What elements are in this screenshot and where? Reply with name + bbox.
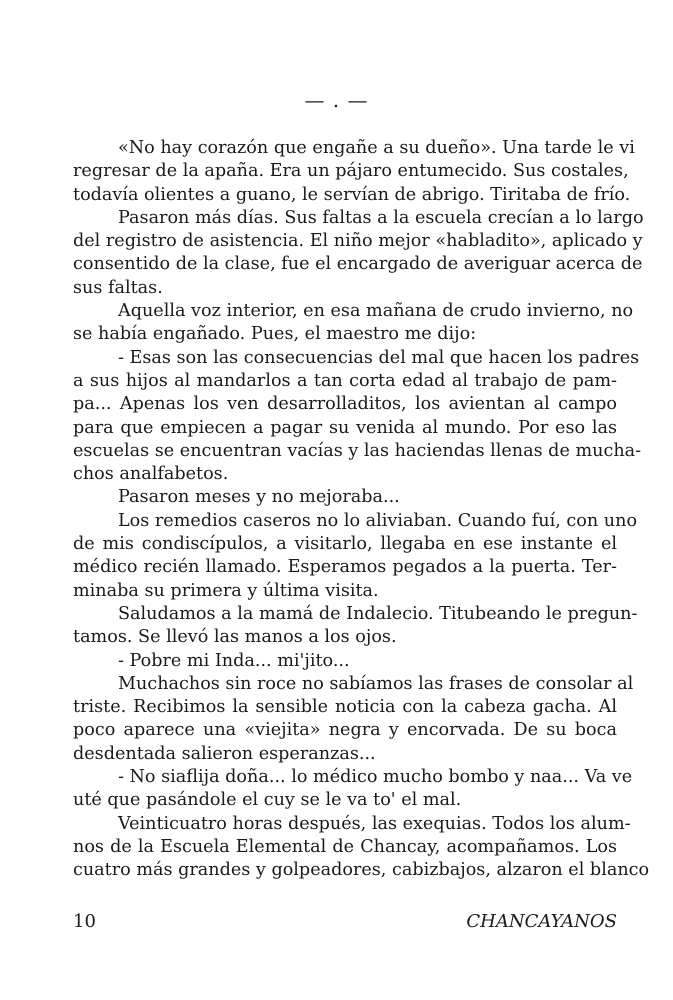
text-line: Los remedios caseros no lo aliviaban. Cuando fuí, con uno — [118, 510, 638, 531]
text-line: chos analfabetos. — [73, 464, 229, 485]
section-separator: — . — — [304, 88, 369, 112]
text-line: a sus hijos al mandarlos a tan corta edad al trabajo de pam- — [73, 370, 617, 391]
text-line: - Pobre mi Inda... mi'jito... — [118, 650, 350, 671]
text-line: - No siaflija doña... lo médico mucho bombo y naa... Va ve — [118, 767, 633, 788]
text-line: uté que pasándole el cuy se le va to' el mal. — [73, 790, 462, 811]
text-line: pa... Apenas los ven desarrolladitos, los avientan al campo — [73, 394, 617, 415]
text-line: de mis condiscípulos, a visitarlo, llegaba en ese instante el — [73, 534, 617, 555]
text-line: todavía olientes a guano, le servían de abrigo. Tiritaba de frío. — [73, 184, 631, 205]
text-line: regresar de la apaña. Era un pájaro entumecido. Sus costales, — [73, 161, 629, 182]
text-line: escuelas se encuentran vacías y las haciendas llenas de mucha- — [73, 440, 642, 461]
text-line: Pasaron más días. Sus faltas a la escuela crecían a lo largo — [118, 207, 644, 228]
text-line: Muchachos sin roce no sabíamos las frases de consolar al — [118, 673, 634, 694]
text-line: del registro de asistencia. El niño mejor «habladito», aplicado y — [73, 231, 643, 252]
text-line: - Esas son las consecuencias del mal que hacen los padres — [118, 347, 640, 368]
page-number: 10 — [73, 911, 96, 932]
text-line: Saludamos a la mamá de Indalecio. Titubeando le pregun- — [118, 603, 638, 624]
text-line: triste. Recibimos la sensible noticia con la cabeza gacha. Al — [73, 697, 617, 718]
text-line: consentido de la clase, fue el encargado de averiguar acerca de — [73, 254, 643, 275]
text-line: minaba su primera y última visita. — [73, 580, 379, 601]
text-line: nos de la Escuela Elemental de Chancay, acompañamos. Los — [73, 836, 617, 857]
text-line: cuatro más grandes y golpeadores, cabizbajos, alzaron el blanco — [73, 860, 650, 881]
text-line: se había engañado. Pues, el maestro me dijo: — [73, 324, 477, 345]
running-title: CHANCAYANOS — [466, 911, 617, 932]
body-text — [73, 137, 650, 883]
text-line: para que empiecen a pagar su venida al mundo. Por eso las — [73, 417, 617, 438]
text-line: desdentada salieron esperanzas... — [73, 743, 376, 764]
text-line: sus faltas. — [73, 277, 163, 298]
text-line: médico recién llamado. Esperamos pegados a la puerta. Ter- — [73, 557, 617, 578]
text-line: Pasaron meses y no mejoraba... — [118, 487, 400, 508]
text-line: poco aparece una «viejita» negra y encorvada. De su boca — [73, 720, 617, 741]
text-line: «No hay corazón que engañe a su dueño». Una tarde le vi — [118, 138, 635, 158]
text-line: Aquella voz interior, en esa mañana de crudo invierno, no — [118, 301, 634, 322]
text-line: tamos. Se llevó las manos a los ojos. — [73, 627, 397, 648]
text-line: Veinticuatro horas después, las exequias. Todos los alum- — [118, 813, 631, 834]
